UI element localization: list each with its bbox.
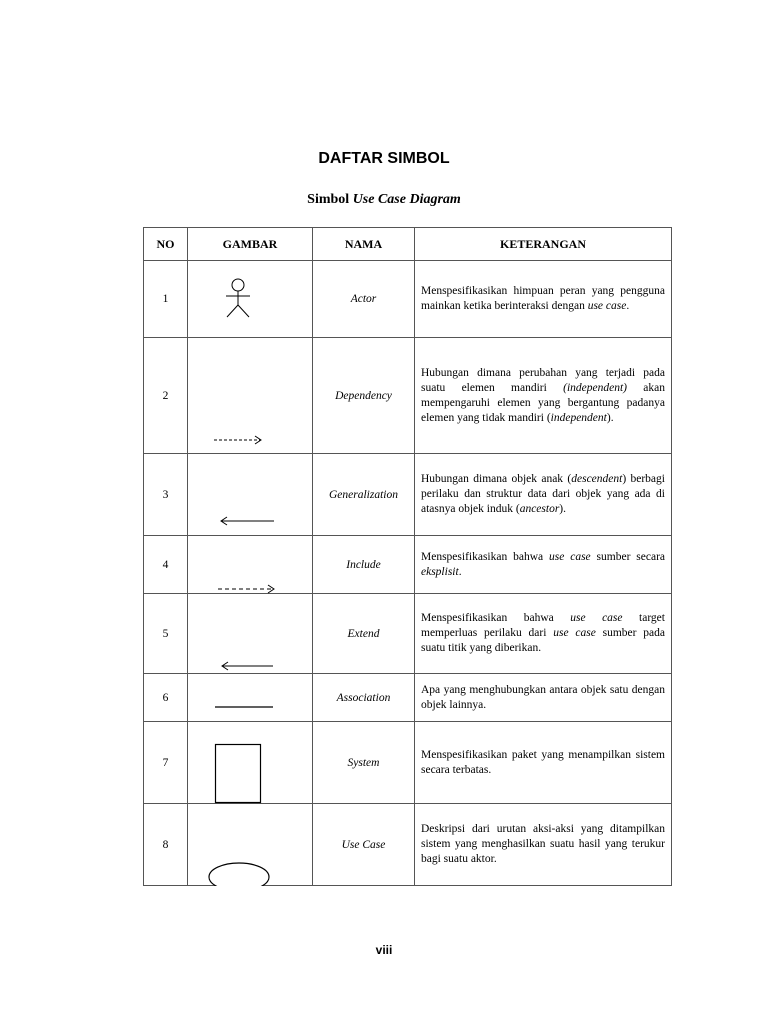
row-nama: Association (313, 674, 415, 722)
symbol-table (143, 227, 672, 886)
row-no: 8 (144, 804, 188, 886)
table-row (144, 804, 672, 886)
row-gambar (188, 536, 313, 594)
keterangan-text: sumber secara (590, 550, 666, 563)
header-keterangan: KETERANGAN (415, 228, 672, 261)
row-no: 7 (144, 722, 188, 804)
row-nama: Include (313, 536, 415, 594)
extend-arrow-icon (188, 594, 313, 674)
table-row (144, 338, 672, 454)
row-no: 1 (144, 261, 188, 338)
row-keterangan (415, 338, 672, 454)
row-no: 2 (144, 338, 188, 454)
page-number: viii (375, 943, 393, 957)
row-nama: System (313, 722, 415, 804)
row-keterangan (415, 594, 672, 674)
table-row (144, 261, 672, 338)
table-row (144, 674, 672, 722)
row-nama: Actor (313, 261, 415, 338)
keterangan-text: Hubungan dimana perubahan yang terjadi pada suatu elemen mandiri (421, 366, 665, 394)
table-subtitle: Simbol Use Case Diagram (307, 192, 461, 207)
table-row (144, 722, 672, 804)
row-keterangan (415, 722, 672, 804)
row-no: 6 (144, 674, 188, 722)
keterangan-text: (independent) (563, 381, 627, 394)
keterangan-text: sumber pada suatu titik yang diberikan. (421, 627, 666, 654)
row-keterangan (415, 536, 672, 594)
keterangan-text: use case (549, 550, 591, 563)
row-nama: Extend (313, 594, 415, 674)
row-no: 3 (144, 454, 188, 536)
keterangan-text: . (626, 300, 630, 312)
table-row (144, 594, 672, 674)
row-no: 4 (144, 536, 188, 594)
keterangan-text: Apa yang menghubungkan antara objek satu dengan objek lainnya. (421, 683, 665, 711)
row-gambar (188, 594, 313, 674)
row-gambar (188, 804, 313, 886)
row-gambar (188, 261, 313, 338)
keterangan-text: eksplisit (421, 565, 459, 578)
keterangan-text: Menspesifikasikan paket yang menampilkan sistem secara terbatas. (421, 748, 665, 776)
keterangan-text: Deskripsi dari urutan aksi-aksi yang ditampilkan sistem yang menghasilkan suatu hasil yang terukur bagi suatu aktor. (421, 823, 665, 865)
row-gambar (188, 674, 313, 722)
keterangan-text: use case (587, 300, 627, 312)
table-row (144, 536, 672, 594)
keterangan-text: Hubungan dimana objek anak ( (421, 473, 572, 485)
actor-stick-figure-icon (188, 261, 313, 338)
row-keterangan (415, 804, 672, 886)
dashed-arrow-icon (188, 338, 313, 454)
row-gambar (188, 338, 313, 454)
table-header-row (144, 228, 672, 261)
header-no: NO (144, 228, 188, 261)
row-keterangan (415, 261, 672, 338)
keterangan-text: independent (550, 411, 607, 424)
keterangan-text: ). (606, 411, 614, 424)
header-nama: NAMA (313, 228, 415, 261)
keterangan-text: ancestor (519, 503, 560, 515)
keterangan-text: Menspesifikasikan bahwa (421, 612, 571, 624)
keterangan-text: akan mempengaruhi elemen yang bergantung padanya elemen yang tidak mandiri ( (421, 381, 665, 424)
keterangan-text: use case (553, 627, 596, 639)
table-row (144, 454, 672, 536)
keterangan-text: target memperluas perilaku dari (421, 612, 665, 639)
row-keterangan (415, 454, 672, 536)
keterangan-text: descendent (571, 473, 623, 485)
keterangan-text: Menspesifikasikan bahwa (421, 550, 550, 563)
row-nama: Generalization (313, 454, 415, 536)
include-dashed-arrow-icon (188, 536, 313, 594)
keterangan-text: . (458, 565, 462, 578)
header-gambar: GAMBAR (188, 228, 313, 261)
keterangan-text: ). (559, 503, 567, 515)
keterangan-text: ) berbagi perilaku dan struktur data dari objek yang ada di atasnya objek induk ( (421, 473, 665, 515)
row-no: 5 (144, 594, 188, 674)
system-rectangle-icon (188, 722, 313, 804)
page-title: DAFTAR SIMBOL (318, 150, 450, 167)
keterangan-text: use case (570, 612, 623, 624)
row-gambar (188, 722, 313, 804)
row-gambar (188, 454, 313, 536)
generalization-arrow-icon (188, 454, 313, 536)
row-nama: Use Case (313, 804, 415, 886)
use-case-ellipse-icon (188, 804, 313, 886)
row-nama: Dependency (313, 338, 415, 454)
row-keterangan (415, 674, 672, 722)
keterangan-text: Menspesifikasikan himpuan peran yang pengguna mainkan ketika berinteraksi dengan (421, 285, 665, 312)
association-line-icon (188, 674, 313, 722)
